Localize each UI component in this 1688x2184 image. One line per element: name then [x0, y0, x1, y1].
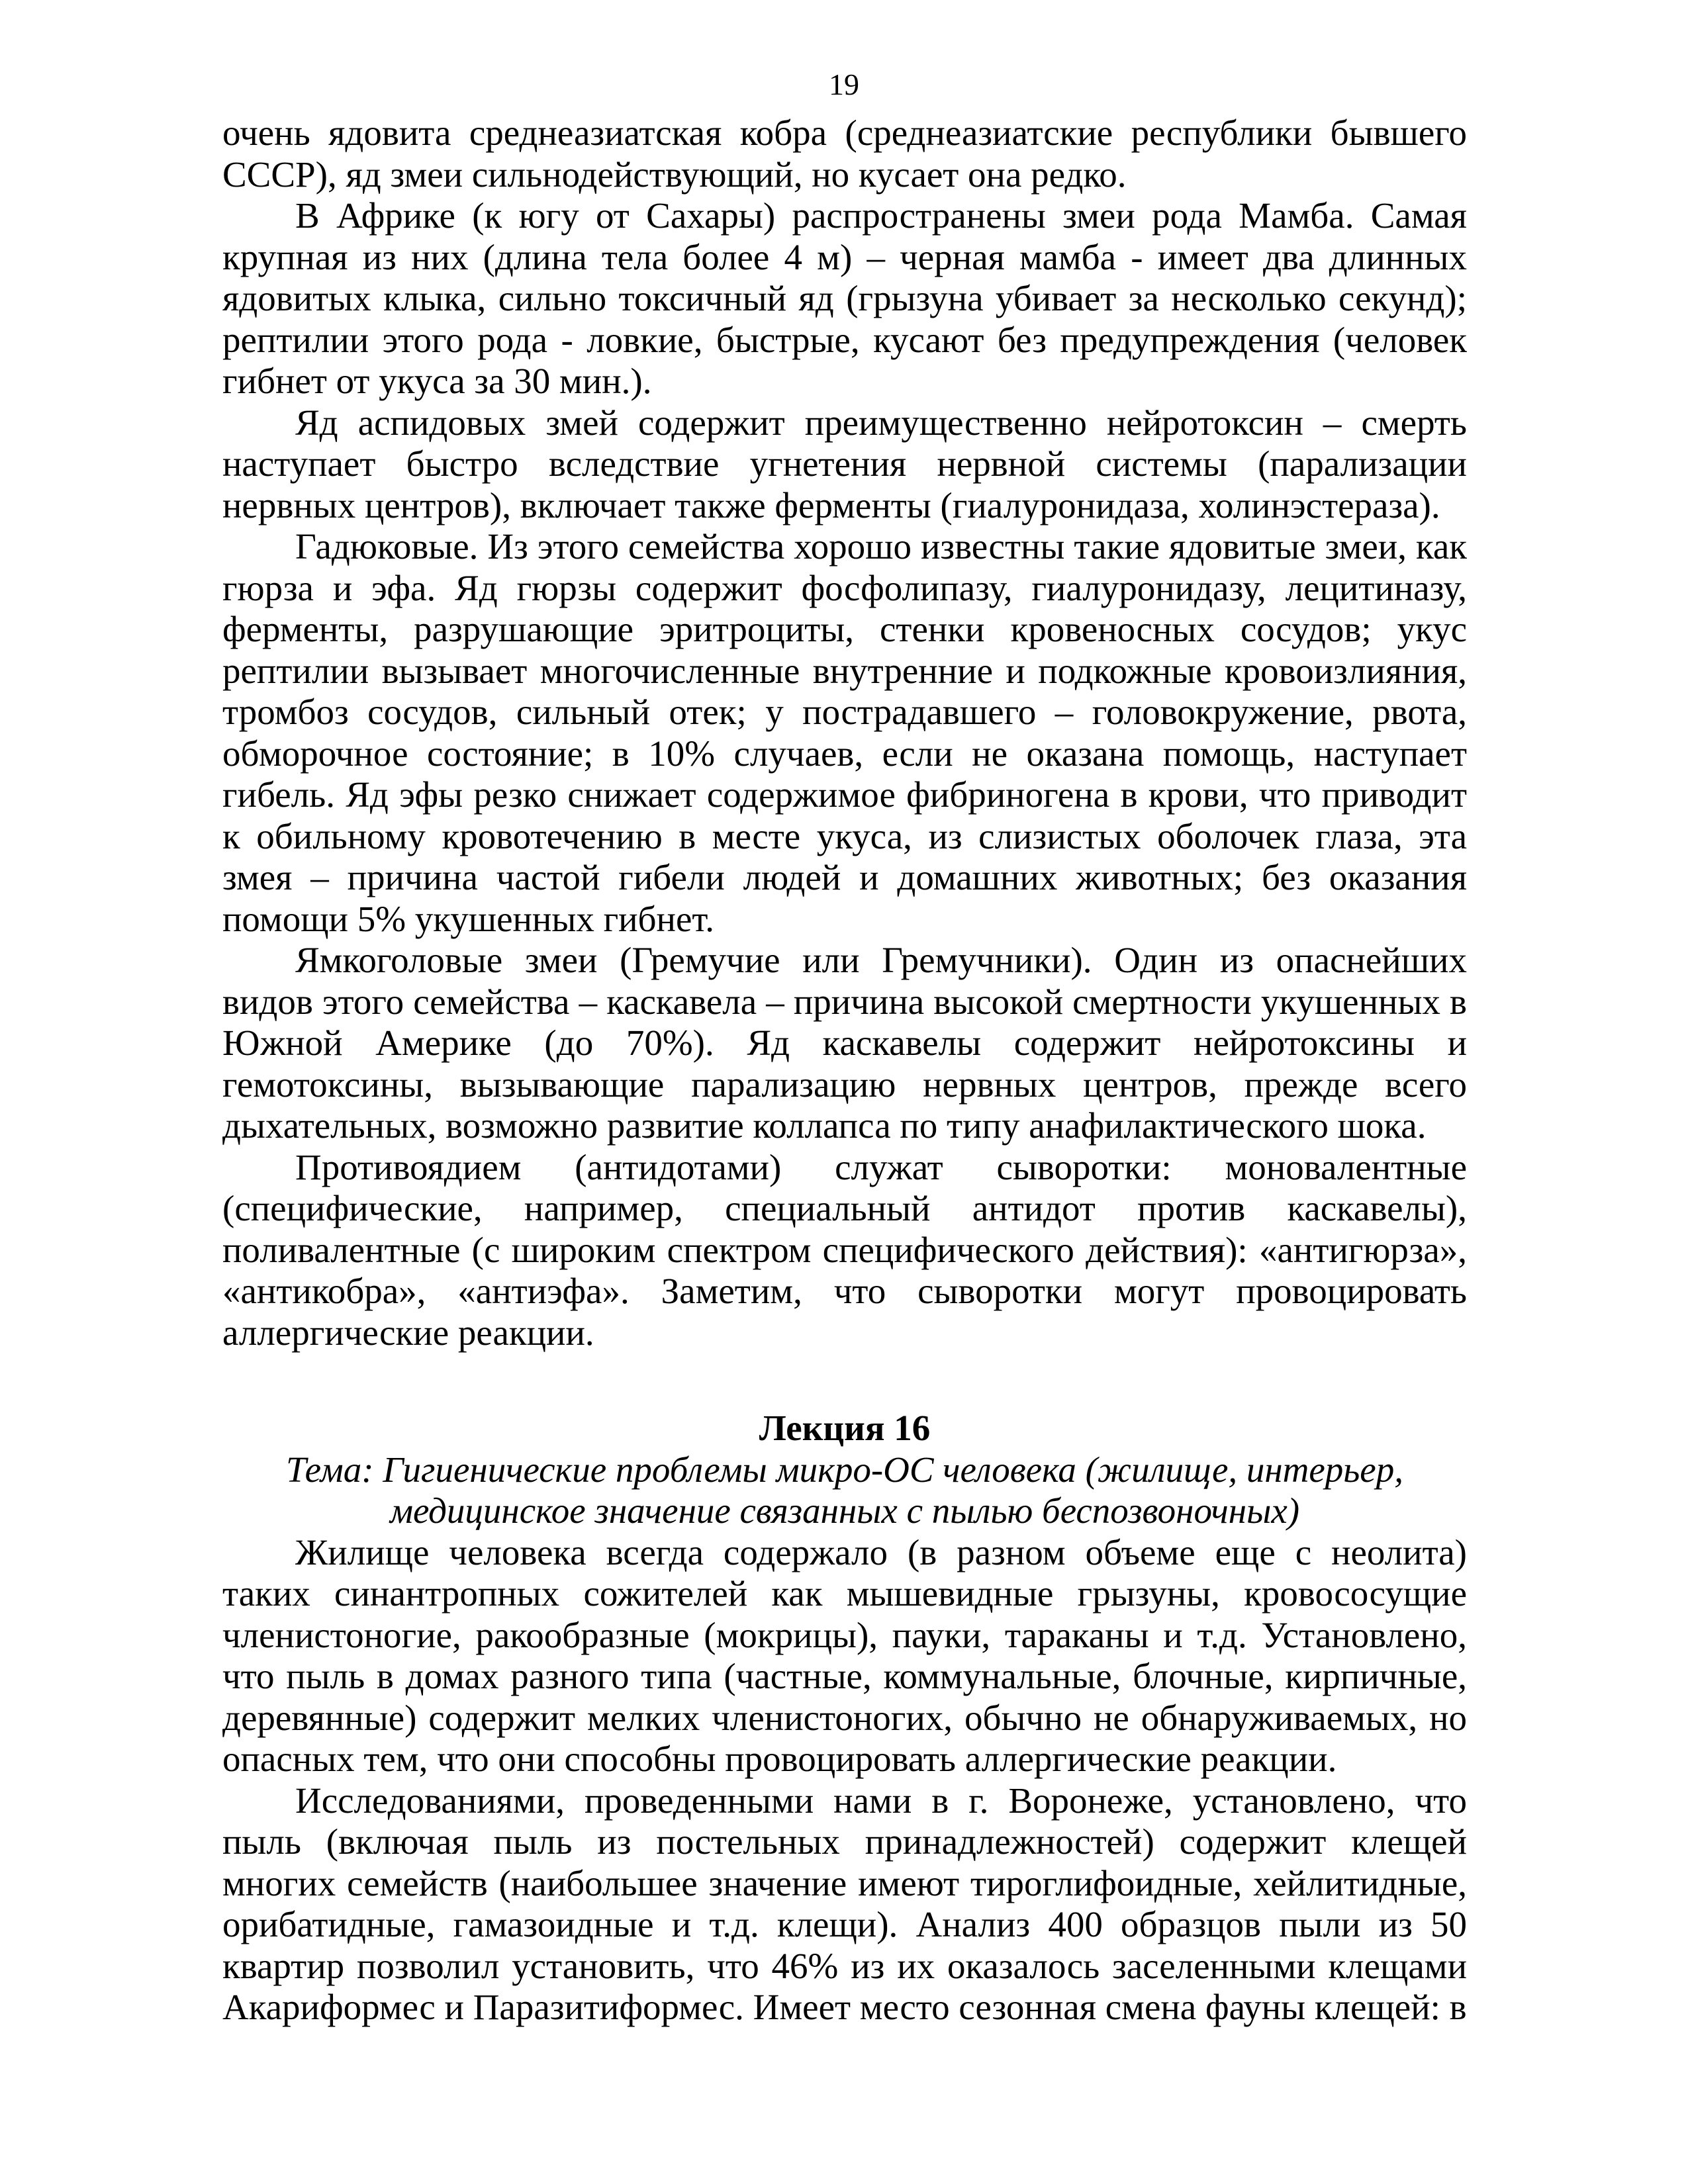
lecture-topic: Тема: Гигиенические проблемы микро-ОС человека (жилище, интерьер, медицинское значение связанных с пылью беспозвоночных): [286, 1449, 1403, 1531]
paragraph-voronezh-research: Исследованиями, проведенными нами в г. Воронеже, установлено, что пыль (включая пыль из постельных принадлежностей) содержит клещей многих семейств (наибольшее значение имеют тироглифоидные, хейлитидные, орибатидные, гамазоидные и т.д. клещи). Анализ 400 образцов пыли из 50 квартир позволил установить, что 46% из их оказалось заселенными клещами Акариформес и Паразитиформес. Имеет место сезонная смена фауны клещей: в: [222, 1780, 1467, 2027]
page-number: 19: [829, 68, 859, 101]
paragraph-cobra-continued: очень ядовита среднеазиатская кобра (среднеазиатские республики бывшего СССР), яд змеи сильнодействующий, но кусает она редко.: [222, 113, 1467, 195]
paragraph-elapid-venom: Яд аспидовых змей содержит преимущественно нейротоксин – смерть наступает быстро вследствие угнетения нервной системы (парализации нервных центров), включает также ферменты (гиалуронидаза, холинэстераза).: [222, 402, 1467, 525]
paragraph-dwelling: Жилище человека всегда содержало (в разном объеме еще с неолита) таких синантропных сожителей как мышевидные грызуны, кровососущие членистоногие, ракообразные (мокрицы), пауки, тараканы и т.д. Установлено, что пыль в домах разного типа (частные, коммунальные, блочные, кирпичные, деревянные) содержит мелких членистоногих, обычно не обнаруживаемых, но опасных тем, что они способны провоцировать аллергические реакции.: [222, 1531, 1467, 1779]
lecture-title: Лекция 16: [759, 1408, 931, 1448]
paragraph-antidotes: Противоядием (антидотами) служат сыворотки: моновалентные (специфические, например, специальный антидот против каскавелы), поливалентные (с широким спектром специфического действия): «антигюрза», «антикобра», «антиэфа». Заметим, что сыворотки могут провоцировать аллергические реакции.: [222, 1146, 1467, 1353]
document-body: [222, 113, 1467, 2028]
paragraph-vipers: Гадюковые. Из этого семейства хорошо известны такие ядовитые змеи, как гюрза и эфа. Яд гюрзы содержит фосфолипазу, гиалуронидазу, лецитиназу, ферменты, разрушающие эритроциты, стенки кровеносных сосудов; укус рептилии вызывает многочисленные внутренние и подкожные кровоизлияния, тромбоз сосудов, сильный отек; у пострадавшего – головокружение, рвота, обморочное состояние; в 10% случаев, если не оказана помощь, наступает гибель. Яд эфы резко снижает содержимое фибриногена в крови, что приводит к обильному кровотечению в месте укуса, из слизистых оболочек глаза, эта змея – причина частой гибели людей и домашних животных; без оказания помощи 5% укушенных гибнет.: [222, 526, 1467, 939]
paragraph-mamba: В Африке (к югу от Сахары) распространены змеи рода Мамба. Самая крупная из них (длина тела более 4 м) – черная мамба - имеет два длинных ядовитых клыка, сильно токсичный яд (грызуна убивает за несколько секунд); рептилии этого рода - ловкие, быстрые, кусают без предупреждения (человек гибнет от укуса за 30 мин.).: [222, 195, 1467, 401]
paragraph-pit-vipers: Ямкоголовые змеи (Гремучие или Гремучники). Один из опаснейших видов этого семейства – каскавела – причина высокой смертности укушенных в Южной Америке (до 70%). Яд каскавелы содержит нейротоксины и гемотоксины, вызывающие парализацию нервных центров, прежде всего дыхательных, возможно развитие коллапса по типу анафилактического шока.: [222, 940, 1467, 1146]
